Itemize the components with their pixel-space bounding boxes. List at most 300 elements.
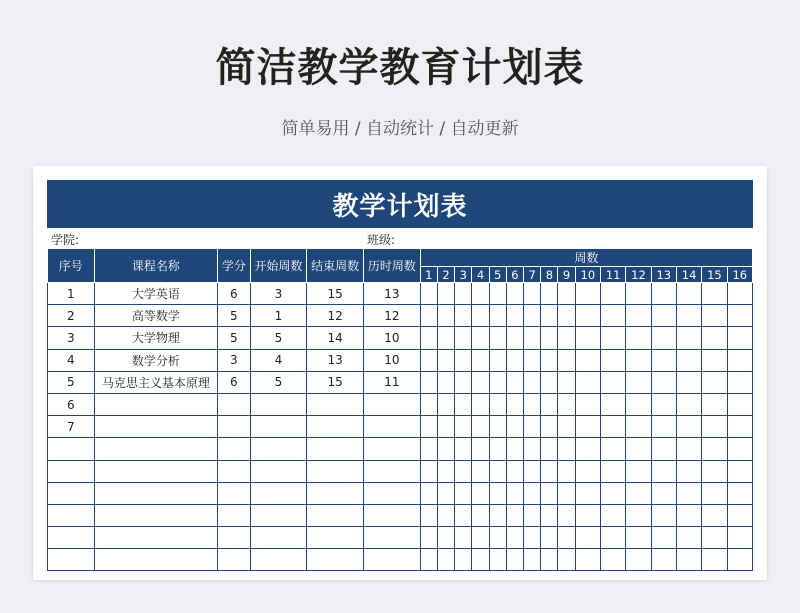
week-cell[interactable]: [541, 438, 558, 460]
week-cell[interactable]: [524, 527, 541, 549]
week-cell[interactable]: [575, 283, 600, 305]
cell-course[interactable]: [94, 549, 218, 571]
week-cell[interactable]: [727, 283, 752, 305]
week-cell[interactable]: [437, 305, 454, 327]
week-cell[interactable]: [651, 393, 676, 415]
week-cell[interactable]: [541, 327, 558, 349]
week-cell[interactable]: [575, 327, 600, 349]
week-cell[interactable]: [601, 393, 626, 415]
cell-end-week[interactable]: [307, 504, 364, 526]
week-cell[interactable]: [558, 416, 575, 438]
week-cell[interactable]: [420, 482, 437, 504]
week-cell[interactable]: [489, 527, 506, 549]
week-cell[interactable]: [601, 504, 626, 526]
week-cell[interactable]: [575, 460, 600, 482]
cell-index[interactable]: [48, 482, 95, 504]
week-cell[interactable]: [601, 527, 626, 549]
week-cell[interactable]: [420, 527, 437, 549]
week-cell[interactable]: [626, 305, 651, 327]
week-cell[interactable]: [558, 305, 575, 327]
week-cell[interactable]: [472, 327, 489, 349]
week-cell[interactable]: [676, 416, 701, 438]
week-cell[interactable]: [676, 504, 701, 526]
week-cell[interactable]: [506, 305, 523, 327]
week-cell[interactable]: [437, 416, 454, 438]
cell-end-week[interactable]: 15: [307, 371, 364, 393]
week-cell[interactable]: [575, 482, 600, 504]
cell-course[interactable]: [94, 527, 218, 549]
week-cell[interactable]: [575, 393, 600, 415]
week-cell[interactable]: [676, 393, 701, 415]
cell-credit[interactable]: 5: [218, 327, 250, 349]
week-cell[interactable]: [626, 438, 651, 460]
week-cell[interactable]: [676, 438, 701, 460]
cell-start-week[interactable]: [250, 438, 307, 460]
week-cell[interactable]: [558, 371, 575, 393]
cell-course[interactable]: [94, 438, 218, 460]
week-cell[interactable]: [702, 371, 727, 393]
week-cell[interactable]: [472, 393, 489, 415]
week-cell[interactable]: [472, 283, 489, 305]
week-cell[interactable]: [420, 460, 437, 482]
week-cell[interactable]: [727, 416, 752, 438]
week-cell[interactable]: [626, 504, 651, 526]
week-cell[interactable]: [455, 327, 472, 349]
sheet-banner: 教学计划表: [47, 180, 753, 228]
week-cell[interactable]: [651, 549, 676, 571]
week-cell[interactable]: [472, 371, 489, 393]
week-cell[interactable]: [676, 549, 701, 571]
week-cell[interactable]: [420, 416, 437, 438]
week-cell[interactable]: [676, 460, 701, 482]
week-cell[interactable]: [506, 371, 523, 393]
week-cell[interactable]: [558, 482, 575, 504]
week-cell[interactable]: [651, 438, 676, 460]
cell-index[interactable]: [48, 460, 95, 482]
cell-start-week[interactable]: [250, 527, 307, 549]
week-cell[interactable]: [601, 438, 626, 460]
week-cell[interactable]: [651, 460, 676, 482]
week-cell[interactable]: [455, 482, 472, 504]
week-cell[interactable]: [489, 349, 506, 371]
week-cell[interactable]: [626, 549, 651, 571]
week-cell[interactable]: [541, 349, 558, 371]
week-cell[interactable]: [524, 283, 541, 305]
week-cell[interactable]: [558, 349, 575, 371]
week-cell[interactable]: [626, 527, 651, 549]
week-number-header: 6: [506, 267, 523, 283]
cell-index[interactable]: 4: [48, 349, 95, 371]
week-cell[interactable]: [524, 416, 541, 438]
week-number-header: 11: [601, 267, 626, 283]
week-cell[interactable]: [702, 438, 727, 460]
week-cell[interactable]: [489, 549, 506, 571]
cell-duration[interactable]: [364, 460, 421, 482]
week-cell[interactable]: [727, 393, 752, 415]
class-label: 班级:: [367, 233, 396, 247]
cell-index[interactable]: [48, 549, 95, 571]
week-cell[interactable]: [558, 549, 575, 571]
week-cell[interactable]: [702, 416, 727, 438]
week-cell[interactable]: [506, 482, 523, 504]
week-cell[interactable]: [455, 438, 472, 460]
header-end-week: 结束周数: [307, 249, 364, 283]
cell-course[interactable]: [94, 460, 218, 482]
week-cell[interactable]: [489, 305, 506, 327]
week-cell[interactable]: [676, 482, 701, 504]
week-cell[interactable]: [626, 327, 651, 349]
cell-credit[interactable]: 3: [218, 349, 250, 371]
week-cell[interactable]: [541, 371, 558, 393]
cell-start-week[interactable]: 5: [250, 327, 307, 349]
week-cell[interactable]: [489, 416, 506, 438]
week-cell[interactable]: [506, 283, 523, 305]
week-cell[interactable]: [420, 371, 437, 393]
week-cell[interactable]: [489, 371, 506, 393]
week-cell[interactable]: [472, 349, 489, 371]
week-cell[interactable]: [575, 504, 600, 526]
week-cell[interactable]: [727, 349, 752, 371]
table-row: [48, 283, 753, 305]
week-cell[interactable]: [651, 504, 676, 526]
week-cell[interactable]: [727, 438, 752, 460]
week-cell[interactable]: [524, 349, 541, 371]
week-cell[interactable]: [506, 460, 523, 482]
cell-index[interactable]: [48, 504, 95, 526]
week-cell[interactable]: [541, 549, 558, 571]
cell-credit[interactable]: [218, 438, 250, 460]
week-number-header: 9: [558, 267, 575, 283]
week-cell[interactable]: [455, 527, 472, 549]
cell-duration[interactable]: 10: [364, 349, 421, 371]
table-row: [48, 327, 753, 349]
week-cell[interactable]: [472, 416, 489, 438]
cell-duration[interactable]: 11: [364, 371, 421, 393]
sheet-card: [33, 166, 767, 580]
cell-duration[interactable]: [364, 527, 421, 549]
week-cell[interactable]: [541, 460, 558, 482]
week-cell[interactable]: [626, 371, 651, 393]
week-cell[interactable]: [601, 482, 626, 504]
week-number-header: 12: [626, 267, 651, 283]
week-cell[interactable]: [420, 504, 437, 526]
cell-start-week[interactable]: [250, 482, 307, 504]
cell-end-week[interactable]: [307, 393, 364, 415]
week-cell[interactable]: [702, 305, 727, 327]
week-cell[interactable]: [651, 527, 676, 549]
cell-end-week[interactable]: [307, 416, 364, 438]
week-cell[interactable]: [575, 416, 600, 438]
cell-duration[interactable]: [364, 416, 421, 438]
week-cell[interactable]: [676, 349, 701, 371]
week-cell[interactable]: [524, 438, 541, 460]
cell-index[interactable]: 6: [48, 393, 95, 415]
week-cell[interactable]: [651, 305, 676, 327]
week-cell[interactable]: [506, 438, 523, 460]
week-cell[interactable]: [455, 393, 472, 415]
week-cell[interactable]: [541, 393, 558, 415]
table-row: [48, 438, 753, 460]
week-cell[interactable]: [575, 371, 600, 393]
week-cell[interactable]: [651, 482, 676, 504]
week-cell[interactable]: [541, 482, 558, 504]
week-cell[interactable]: [437, 460, 454, 482]
week-cell[interactable]: [727, 371, 752, 393]
week-cell[interactable]: [472, 527, 489, 549]
cell-index[interactable]: [48, 527, 95, 549]
week-cell[interactable]: [489, 482, 506, 504]
cell-course[interactable]: 大学英语: [94, 283, 218, 305]
week-cell[interactable]: [524, 504, 541, 526]
week-cell[interactable]: [420, 327, 437, 349]
cell-credit[interactable]: [218, 460, 250, 482]
week-cell[interactable]: [558, 283, 575, 305]
week-cell[interactable]: [601, 349, 626, 371]
week-cell[interactable]: [420, 393, 437, 415]
week-cell[interactable]: [676, 283, 701, 305]
week-cell[interactable]: [489, 393, 506, 415]
cell-index[interactable]: 7: [48, 416, 95, 438]
week-cell[interactable]: [455, 349, 472, 371]
week-cell[interactable]: [727, 527, 752, 549]
week-cell[interactable]: [626, 416, 651, 438]
cell-index[interactable]: 5: [48, 371, 95, 393]
week-cell[interactable]: [558, 527, 575, 549]
week-cell[interactable]: [727, 482, 752, 504]
cell-index[interactable]: 1: [48, 283, 95, 305]
cell-start-week[interactable]: [250, 504, 307, 526]
cell-credit[interactable]: [218, 416, 250, 438]
week-cell[interactable]: [541, 283, 558, 305]
week-cell[interactable]: [437, 504, 454, 526]
week-cell[interactable]: [437, 393, 454, 415]
week-cell[interactable]: [541, 305, 558, 327]
cell-start-week[interactable]: 3: [250, 283, 307, 305]
week-cell[interactable]: [506, 527, 523, 549]
week-cell[interactable]: [575, 527, 600, 549]
week-cell[interactable]: [651, 283, 676, 305]
cell-start-week[interactable]: [250, 460, 307, 482]
cell-duration[interactable]: [364, 438, 421, 460]
week-cell[interactable]: [651, 349, 676, 371]
week-cell[interactable]: [575, 305, 600, 327]
week-cell[interactable]: [489, 283, 506, 305]
cell-credit[interactable]: [218, 527, 250, 549]
week-cell[interactable]: [702, 283, 727, 305]
week-cell[interactable]: [702, 460, 727, 482]
week-cell[interactable]: [437, 549, 454, 571]
cell-credit[interactable]: [218, 393, 250, 415]
cell-duration[interactable]: [364, 549, 421, 571]
week-cell[interactable]: [541, 504, 558, 526]
week-cell[interactable]: [420, 349, 437, 371]
week-cell[interactable]: [420, 305, 437, 327]
cell-end-week[interactable]: [307, 460, 364, 482]
week-cell[interactable]: [702, 527, 727, 549]
week-cell[interactable]: [558, 460, 575, 482]
week-cell[interactable]: [651, 371, 676, 393]
cell-start-week[interactable]: [250, 393, 307, 415]
week-cell[interactable]: [575, 549, 600, 571]
cell-start-week[interactable]: 4: [250, 349, 307, 371]
week-cell[interactable]: [524, 549, 541, 571]
cell-course[interactable]: 高等数学: [94, 305, 218, 327]
week-cell[interactable]: [676, 327, 701, 349]
week-cell[interactable]: [676, 527, 701, 549]
week-cell[interactable]: [601, 460, 626, 482]
cell-end-week[interactable]: [307, 482, 364, 504]
cell-end-week[interactable]: [307, 438, 364, 460]
week-cell[interactable]: [506, 393, 523, 415]
cell-end-week[interactable]: 13: [307, 349, 364, 371]
cell-course[interactable]: [94, 416, 218, 438]
week-cell[interactable]: [506, 349, 523, 371]
week-cell[interactable]: [506, 416, 523, 438]
week-cell[interactable]: [626, 482, 651, 504]
week-cell[interactable]: [575, 438, 600, 460]
cell-course[interactable]: 数学分析: [94, 349, 218, 371]
week-cell[interactable]: [506, 549, 523, 571]
week-cell[interactable]: [702, 549, 727, 571]
week-cell[interactable]: [455, 504, 472, 526]
week-cell[interactable]: [676, 305, 701, 327]
cell-end-week[interactable]: 15: [307, 283, 364, 305]
week-cell[interactable]: [702, 482, 727, 504]
week-cell[interactable]: [455, 460, 472, 482]
week-cell[interactable]: [727, 549, 752, 571]
cell-start-week[interactable]: [250, 416, 307, 438]
cell-index[interactable]: [48, 438, 95, 460]
week-cell[interactable]: [524, 460, 541, 482]
week-cell[interactable]: [558, 327, 575, 349]
week-cell[interactable]: [420, 438, 437, 460]
week-cell[interactable]: [489, 327, 506, 349]
week-cell[interactable]: [558, 504, 575, 526]
cell-index[interactable]: 3: [48, 327, 95, 349]
week-cell[interactable]: [437, 283, 454, 305]
week-cell[interactable]: [626, 460, 651, 482]
week-cell[interactable]: [455, 371, 472, 393]
cell-duration[interactable]: 12: [364, 305, 421, 327]
cell-index[interactable]: 2: [48, 305, 95, 327]
cell-end-week[interactable]: [307, 527, 364, 549]
week-cell[interactable]: [420, 549, 437, 571]
week-cell[interactable]: [524, 371, 541, 393]
week-cell[interactable]: [727, 460, 752, 482]
header-duration: 历时周数: [364, 249, 421, 283]
week-cell[interactable]: [702, 393, 727, 415]
cell-duration[interactable]: 13: [364, 283, 421, 305]
week-cell[interactable]: [455, 283, 472, 305]
cell-course[interactable]: [94, 482, 218, 504]
cell-course[interactable]: 大学物理: [94, 327, 218, 349]
week-cell[interactable]: [489, 504, 506, 526]
week-cell[interactable]: [601, 416, 626, 438]
cell-duration[interactable]: [364, 482, 421, 504]
week-cell[interactable]: [472, 438, 489, 460]
week-cell[interactable]: [575, 349, 600, 371]
cell-credit[interactable]: 6: [218, 283, 250, 305]
week-cell[interactable]: [506, 504, 523, 526]
week-cell[interactable]: [472, 504, 489, 526]
cell-credit[interactable]: [218, 549, 250, 571]
week-cell[interactable]: [524, 327, 541, 349]
week-cell[interactable]: [702, 504, 727, 526]
week-cell[interactable]: [489, 460, 506, 482]
week-cell[interactable]: [455, 549, 472, 571]
week-cell[interactable]: [524, 305, 541, 327]
week-cell[interactable]: [489, 438, 506, 460]
cell-duration[interactable]: [364, 393, 421, 415]
week-cell[interactable]: [472, 549, 489, 571]
week-cell[interactable]: [524, 482, 541, 504]
week-cell[interactable]: [472, 460, 489, 482]
cell-credit[interactable]: [218, 504, 250, 526]
week-cell[interactable]: [437, 349, 454, 371]
week-cell[interactable]: [541, 416, 558, 438]
week-number-header: 7: [524, 267, 541, 283]
cell-course[interactable]: [94, 393, 218, 415]
week-cell[interactable]: [601, 283, 626, 305]
week-cell[interactable]: [437, 482, 454, 504]
week-cell[interactable]: [601, 305, 626, 327]
cell-course[interactable]: [94, 504, 218, 526]
week-cell[interactable]: [601, 371, 626, 393]
week-cell[interactable]: [472, 482, 489, 504]
week-cell[interactable]: [702, 349, 727, 371]
week-cell[interactable]: [437, 327, 454, 349]
cell-end-week[interactable]: [307, 549, 364, 571]
cell-credit[interactable]: 6: [218, 371, 250, 393]
week-cell[interactable]: [702, 327, 727, 349]
week-cell[interactable]: [651, 327, 676, 349]
week-cell[interactable]: [437, 527, 454, 549]
week-cell[interactable]: [601, 327, 626, 349]
week-cell[interactable]: [651, 416, 676, 438]
week-cell[interactable]: [472, 305, 489, 327]
week-cell[interactable]: [541, 527, 558, 549]
week-cell[interactable]: [420, 283, 437, 305]
cell-start-week[interactable]: 1: [250, 305, 307, 327]
week-cell[interactable]: [506, 327, 523, 349]
cell-duration[interactable]: [364, 504, 421, 526]
week-cell[interactable]: [455, 416, 472, 438]
week-cell[interactable]: [727, 504, 752, 526]
cell-end-week[interactable]: 12: [307, 305, 364, 327]
cell-end-week[interactable]: 14: [307, 327, 364, 349]
week-cell[interactable]: [601, 549, 626, 571]
cell-start-week[interactable]: [250, 549, 307, 571]
week-cell[interactable]: [626, 283, 651, 305]
week-cell[interactable]: [558, 393, 575, 415]
week-cell[interactable]: [727, 305, 752, 327]
week-cell[interactable]: [437, 438, 454, 460]
week-cell[interactable]: [676, 371, 701, 393]
cell-duration[interactable]: 10: [364, 327, 421, 349]
week-cell[interactable]: [626, 349, 651, 371]
week-cell[interactable]: [455, 305, 472, 327]
cell-course[interactable]: 马克思主义基本原理: [94, 371, 218, 393]
week-cell[interactable]: [727, 327, 752, 349]
week-cell[interactable]: [626, 393, 651, 415]
week-number-header: 15: [702, 267, 727, 283]
cell-credit[interactable]: [218, 482, 250, 504]
week-cell[interactable]: [437, 371, 454, 393]
cell-start-week[interactable]: 5: [250, 371, 307, 393]
week-cell[interactable]: [524, 393, 541, 415]
week-cell[interactable]: [558, 438, 575, 460]
cell-credit[interactable]: 5: [218, 305, 250, 327]
